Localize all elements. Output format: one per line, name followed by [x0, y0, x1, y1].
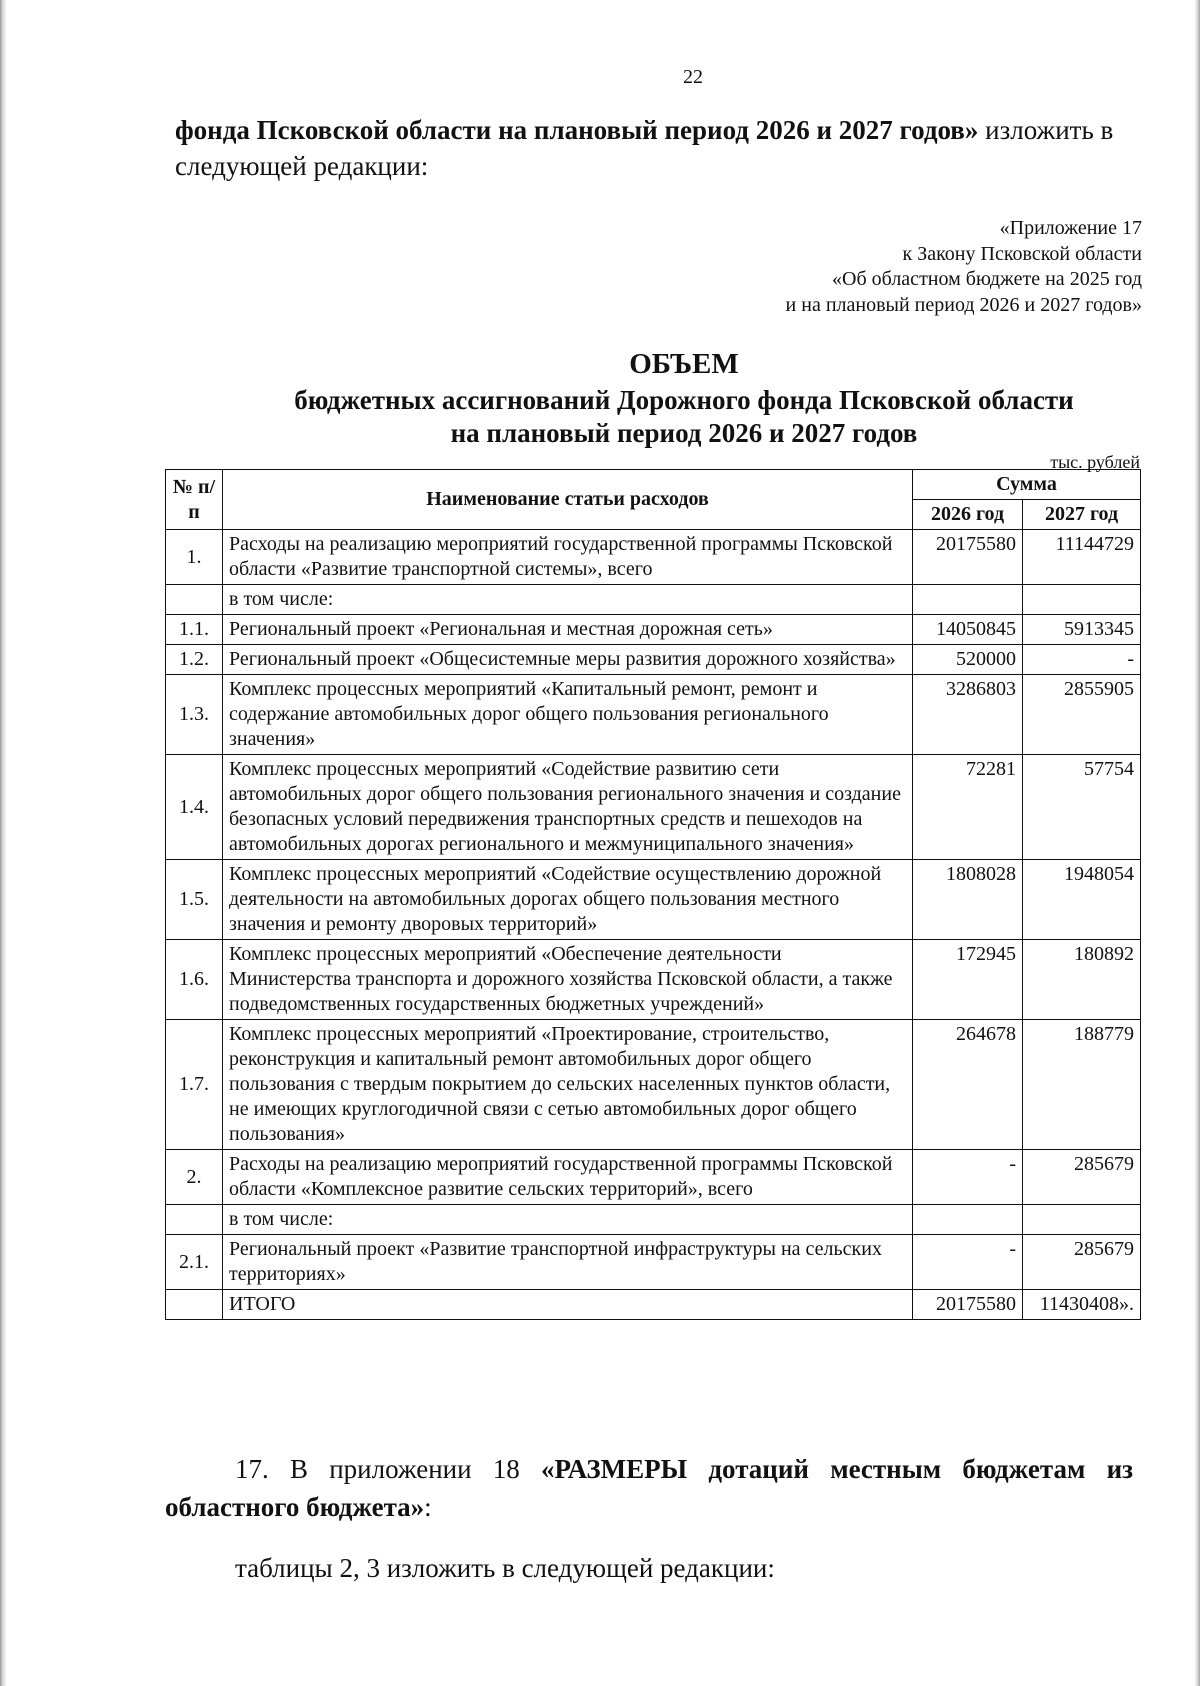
table-row: [166, 530, 1141, 585]
row-number: 1.: [166, 530, 223, 585]
tables-instruction: таблицы 2, 3 изложить в следующей редакции:: [235, 1553, 775, 1583]
total-num-cell: [166, 1290, 223, 1320]
annex-line: и на плановый период 2026 и 2027 годов»: [785, 293, 1142, 316]
intro-bold-text: фонда Псковской области на плановый период 2026 и 2027 годов»: [175, 115, 979, 145]
table-row: [166, 645, 1141, 675]
table-row: [166, 675, 1141, 755]
header-num: № п/п: [166, 470, 223, 530]
table-row: [166, 585, 1141, 615]
row-value-2027: 188779: [1023, 1020, 1141, 1150]
scan-edge-left: [0, 0, 7, 1686]
row-name: Комплекс процессных мероприятий «Содействие осуществлению дорожной деятельности на автомобильных дорогах общего пользования местного значения и ремонту дворовых территорий»: [223, 860, 913, 940]
row-value-2026: 1808028: [913, 860, 1023, 940]
annex-line: «Приложение 17: [999, 217, 1142, 239]
row-number: 1.3.: [166, 675, 223, 755]
row-name: в том числе:: [223, 1205, 913, 1235]
header-name: Наименование статьи расходов: [223, 470, 913, 530]
row-value-2026: 20175580: [913, 530, 1023, 585]
row-number: 1.2.: [166, 645, 223, 675]
row-name: Региональный проект «Развитие транспортной инфраструктуры на сельских территориях»: [223, 1235, 913, 1290]
row-number: 2.1.: [166, 1235, 223, 1290]
row-name: Комплекс процессных мероприятий «Содействие развитию сети автомобильных дорог общего пользования регионального значения и создание безопасных условий передвижения транспортных средств и пешеходов на автомобильных дорогах регионального и межмуниципального значения»: [223, 755, 913, 860]
table-row: [166, 1205, 1141, 1235]
row-number: 1.7.: [166, 1020, 223, 1150]
paragraph-17-end: :: [424, 1492, 432, 1522]
intro-rest-text: изложить в следующей редакции:: [175, 115, 1114, 181]
total-label: ИТОГО: [223, 1290, 913, 1320]
row-value-2026: 172945: [913, 940, 1023, 1020]
row-value-2027: 285679: [1023, 1235, 1141, 1290]
header-2027: 2027 год: [1023, 500, 1141, 530]
table-row: [166, 1235, 1141, 1290]
row-name: Комплекс процессных мероприятий «Капитальный ремонт, ремонт и содержание автомобильных дорог общего пользования регионального значения»: [223, 675, 913, 755]
total-2027: 11430408».: [1023, 1290, 1141, 1320]
row-value-2026: [913, 585, 1023, 615]
row-value-2027: 180892: [1023, 940, 1141, 1020]
row-value-2027: 11144729: [1023, 530, 1141, 585]
row-number: 1.6.: [166, 940, 223, 1020]
paragraph-17-bold: «РАЗМЕРЫ дотаций местным бюджетам из областного бюджета»: [165, 1454, 1133, 1522]
row-value-2026: -: [913, 1150, 1023, 1205]
row-name: Комплекс процессных мероприятий «Обеспечение деятельности Министерства транспорта и дорожного хозяйства Псковской области, а также подведомственных государственных бюджетных учреждений»: [223, 940, 913, 1020]
row-value-2027: 1948054: [1023, 860, 1141, 940]
row-value-2026: 72281: [913, 755, 1023, 860]
row-value-2026: [913, 1205, 1023, 1235]
row-name: Региональный проект «Региональная и местная дорожная сеть»: [223, 615, 913, 645]
row-number: 1.5.: [166, 860, 223, 940]
row-value-2026: 3286803: [913, 675, 1023, 755]
page-number: 22: [683, 66, 703, 88]
row-name: Комплекс процессных мероприятий «Проектирование, строительство, реконструкция и капитальный ремонт автомобильных дорог общего пользования с твердым покрытием до сельских населенных пунктов области, не имеющих круглогодичной связи с сетью автомобильных дорог общего пользования»: [223, 1020, 913, 1150]
row-value-2026: 14050845: [913, 615, 1023, 645]
row-value-2027: 285679: [1023, 1150, 1141, 1205]
row-number: 1.4.: [166, 755, 223, 860]
row-number: [166, 585, 223, 615]
row-name: в том числе:: [223, 585, 913, 615]
table-row: [166, 1020, 1141, 1150]
intro-paragraph: [175, 112, 1143, 184]
row-name: Расходы на реализацию мероприятий государственной программы Псковской области «Комплексное развитие сельских территорий», всего: [223, 1150, 913, 1205]
row-name: Расходы на реализацию мероприятий государственной программы Псковской области «Развитие транспортной системы», всего: [223, 530, 913, 585]
row-value-2027: 57754: [1023, 755, 1141, 860]
paragraph-17: [165, 1450, 1133, 1526]
row-number: 2.: [166, 1150, 223, 1205]
row-value-2026: 264678: [913, 1020, 1023, 1150]
annex-reference: [786, 216, 1142, 318]
budget-table: [165, 469, 1141, 1320]
row-name: Региональный проект «Общесистемные меры развития дорожного хозяйства»: [223, 645, 913, 675]
table-row: [166, 1150, 1141, 1205]
row-value-2026: -: [913, 1235, 1023, 1290]
table-row: [166, 615, 1141, 645]
row-value-2027: -: [1023, 645, 1141, 675]
document-title: ОБЪЕМ: [629, 348, 739, 380]
total-2026: 20175580: [913, 1290, 1023, 1320]
paragraph-17-start: 17. В приложении 18: [235, 1454, 542, 1484]
header-2026: 2026 год: [913, 500, 1023, 530]
row-value-2027: 2855905: [1023, 675, 1141, 755]
row-value-2027: [1023, 1205, 1141, 1235]
row-value-2027: [1023, 585, 1141, 615]
row-number: [166, 1205, 223, 1235]
row-value-2026: 520000: [913, 645, 1023, 675]
table-body: [166, 530, 1141, 1290]
header-sum: Сумма: [913, 470, 1141, 500]
annex-line: к Закону Псковской области: [902, 242, 1142, 265]
row-value-2027: 5913345: [1023, 615, 1141, 645]
units-label: тыс. рублей: [1050, 452, 1140, 472]
document-subtitle-period: на плановый период 2026 и 2027 годов: [450, 418, 918, 448]
annex-line: «Об областном бюджете на 2025 год: [832, 268, 1142, 290]
document-subtitle: бюджетных ассигнований Дорожного фонда Псковской области: [294, 385, 1074, 415]
row-number: 1.1.: [166, 615, 223, 645]
table-row: [166, 755, 1141, 860]
table-row: [166, 860, 1141, 940]
scan-edge-right: [1194, 0, 1200, 1686]
table-row: [166, 940, 1141, 1020]
total-row: [166, 1290, 1141, 1320]
